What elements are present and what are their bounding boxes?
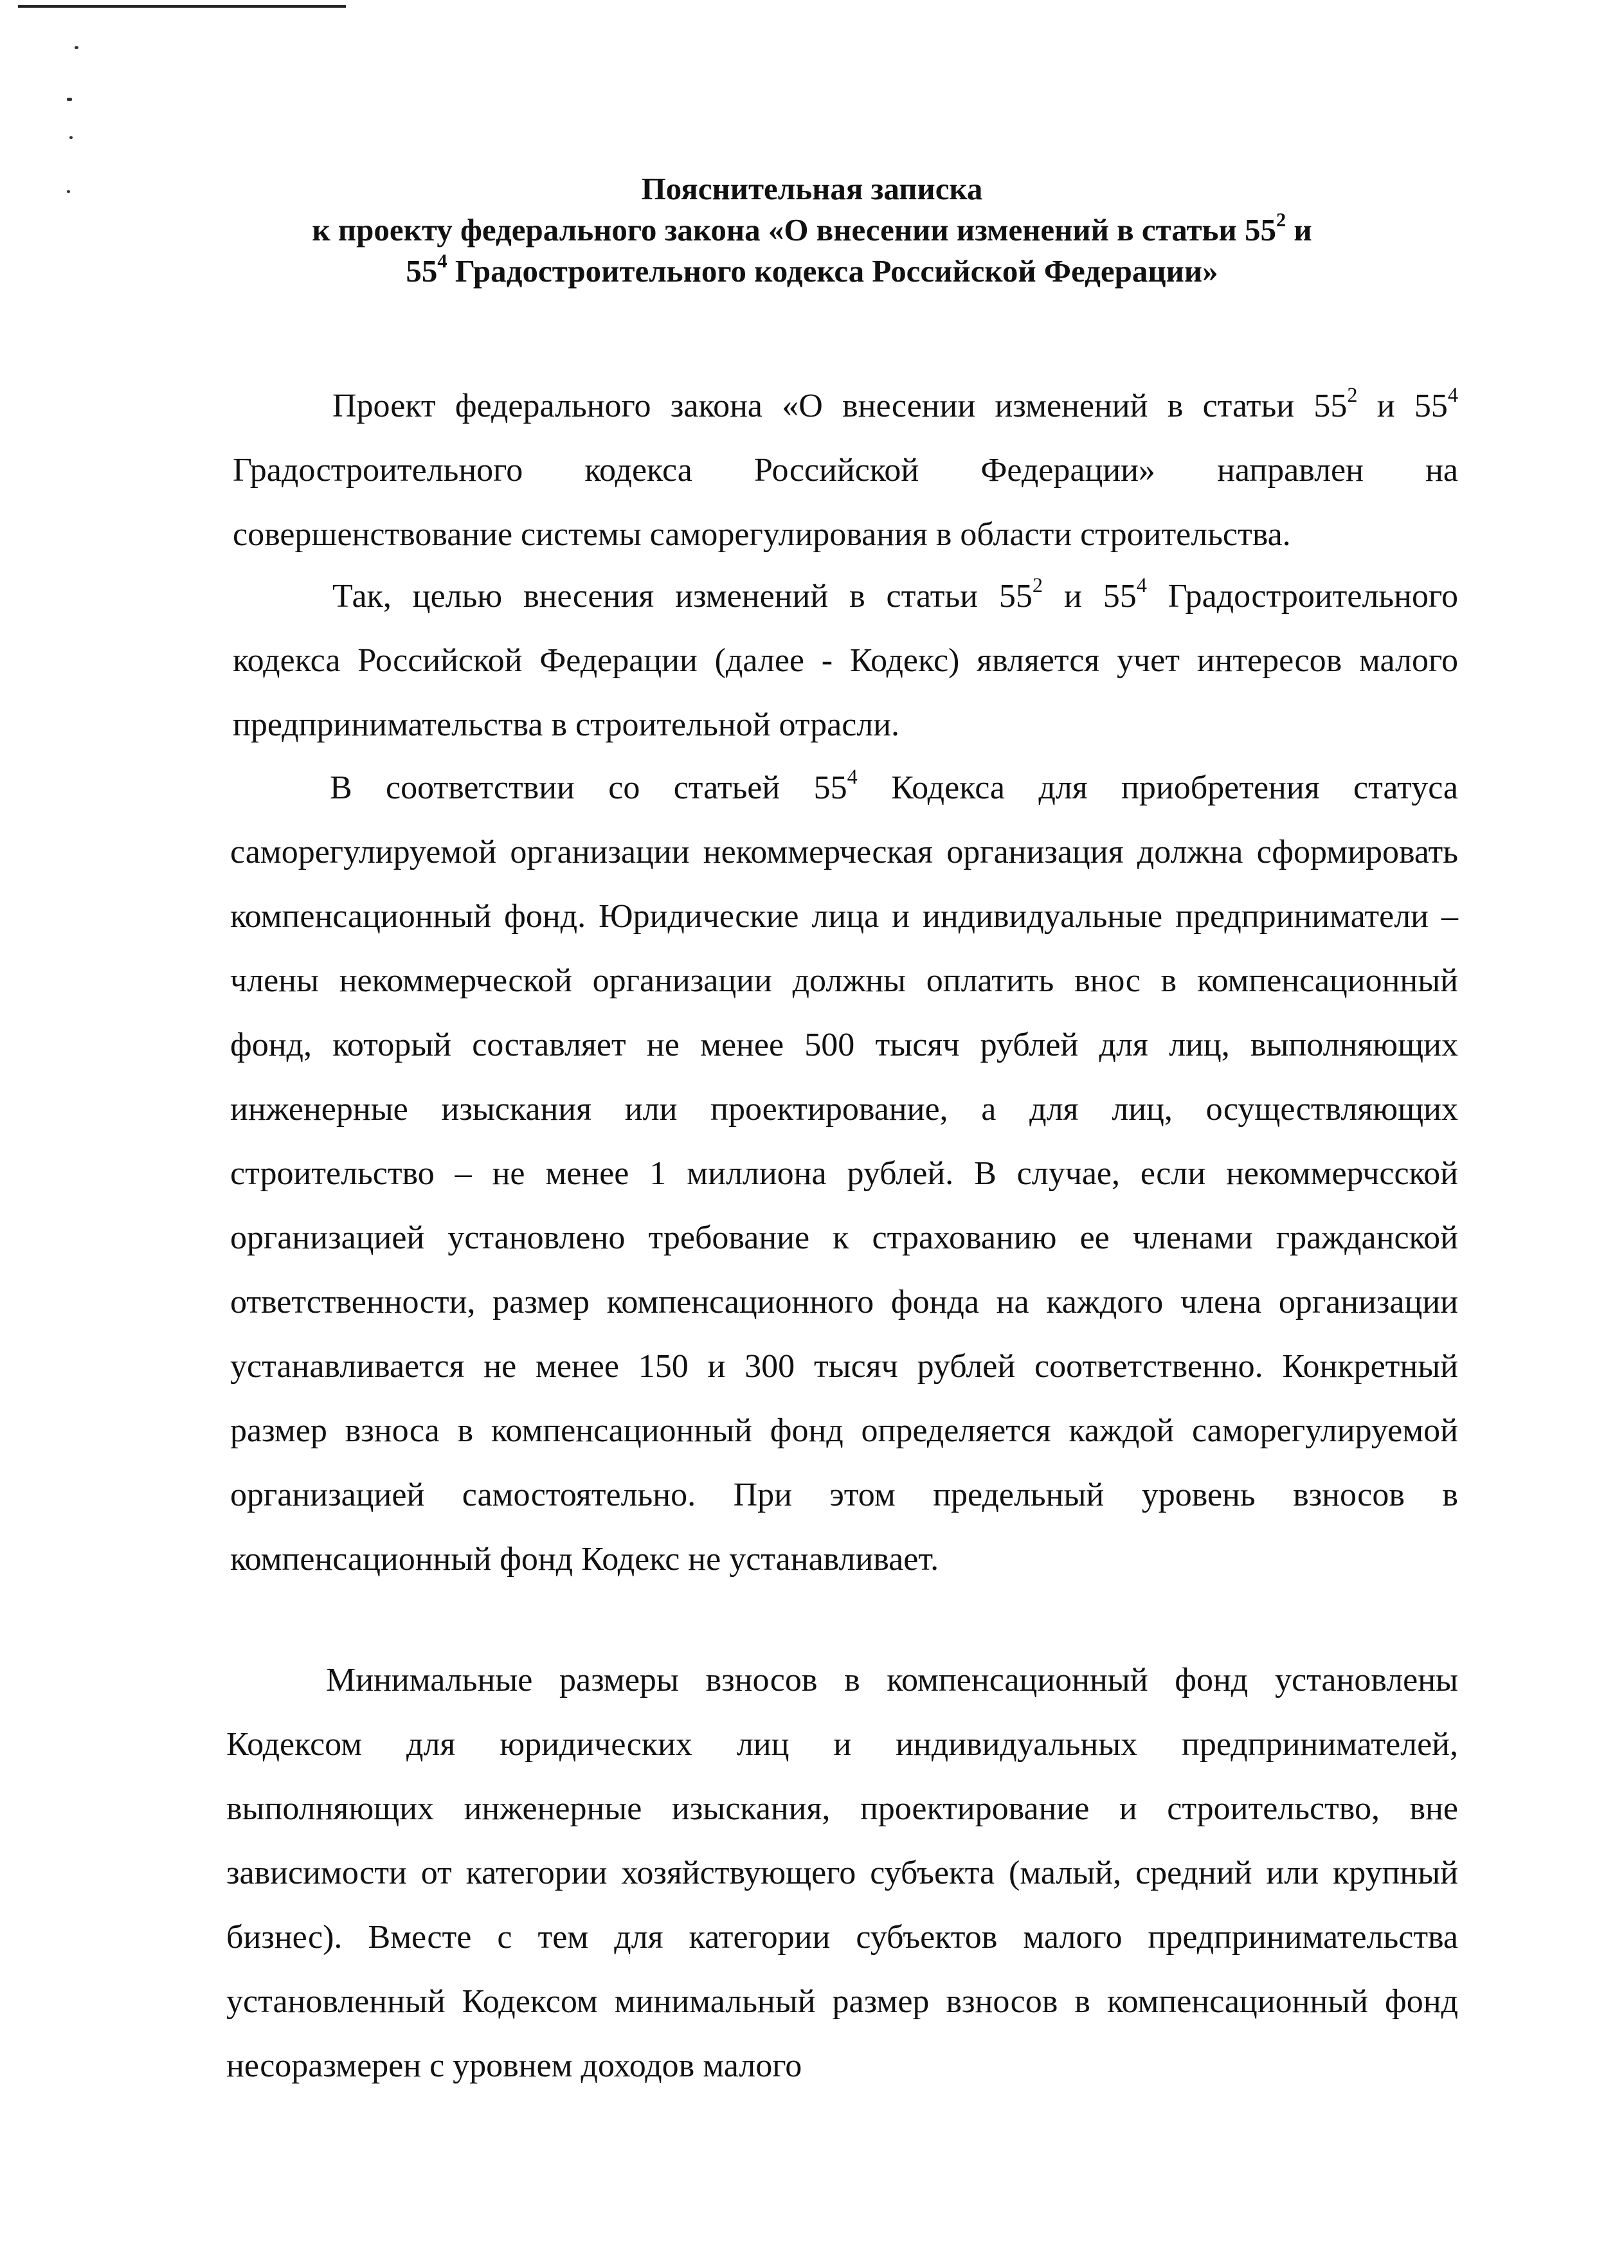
scan-top-rule bbox=[18, 5, 346, 8]
paragraph-1 bbox=[233, 374, 1458, 567]
scan-speck bbox=[69, 136, 73, 139]
paragraph-3 bbox=[230, 756, 1458, 1592]
paragraph-text: Так, целью внесения изменений в статьи 55 bbox=[332, 578, 1033, 615]
scan-speck bbox=[75, 46, 78, 49]
paragraph-text: и 55 bbox=[1043, 578, 1137, 615]
title-line-2-text: к проекту федерального закона «О внесении изменений в статьи 55 bbox=[312, 212, 1276, 248]
title-line-1: Пояснительная записка bbox=[641, 171, 983, 206]
paragraph-text: В соответствии со статьей 55 bbox=[330, 770, 847, 806]
paragraph-text: Проект федерального закона «О внесении изменений в статьи 55 bbox=[332, 388, 1348, 424]
paragraph-4: Минимальные размеры взносов в компенсационный фонд установлены Кодексом для юридических лиц и индивидуальных предпринимателей, выполняющих инженерные изыскания, проектирование и строительство, вне зависимости от категории хозяйствующего субъекта (малый, средний или крупный бизнес). Вместе с тем для категории субъектов малого предпринимательства установленный Кодексом минимальный размер взносов в компенсационный фонд несоразмерен с уровнем доходов малого bbox=[226, 1662, 1458, 2084]
title-line-3-head: 55 bbox=[406, 253, 438, 289]
paragraph-text: Градостроительного кодекса Российской Федерации» направлен на совершенствование системы саморегулирования в области строительства. bbox=[233, 452, 1458, 553]
superscript: 4 bbox=[1136, 573, 1147, 597]
superscript: 2 bbox=[1032, 573, 1043, 597]
title-superscript: 2 bbox=[1276, 209, 1286, 231]
title-line-2-tail: и bbox=[1286, 212, 1312, 248]
title-line-3 bbox=[0, 251, 1624, 292]
paragraph-text: Градостроительного кодекса Российской Федерации (далее - Кодекс) является учет интересов малого предпринимательства в строительной отрасли. bbox=[233, 578, 1459, 743]
paragraph-text: Кодекса для приобретения статуса саморегулируемой организации некоммерческая организация должна сформировать компенсационный фонд. Юридические лица и индивидуальные предприниматели – члены некоммерческой организации должны оплатить внос в компенсационный фонд, который составляет не менее 500 тысяч рублей для лиц, выполняющих инженерные изыскания или проектирование, а для лиц, осуществляющих строительство – не менее 1 миллиона рублей. В случае, если некоммерчсской организацией установлено требование к страхованию ее членами гражданской ответственности, размер компенсационного фонда на каждого члена организации устанавливается не менее 150 и 300 тысяч рублей соответственно. Конкретный размер взноса в компенсационный фонд определяется каждой саморегулируемой организацией самостоятельно. При этом предельный уровень взносов в компенсационный фонд Кодекс не устанавливает. bbox=[230, 770, 1458, 1578]
scan-speck bbox=[67, 98, 72, 101]
title-line-3-text: Градостроительного кодекса Российской Федерации» bbox=[447, 253, 1218, 289]
superscript: 2 bbox=[1347, 382, 1358, 406]
superscript: 4 bbox=[1447, 382, 1459, 406]
title-line-2 bbox=[0, 210, 1624, 251]
paragraph-text: и 55 bbox=[1357, 388, 1448, 424]
title-superscript: 4 bbox=[437, 250, 447, 273]
superscript: 4 bbox=[847, 764, 858, 788]
document-title bbox=[0, 168, 1624, 292]
paragraph-2 bbox=[233, 564, 1458, 757]
